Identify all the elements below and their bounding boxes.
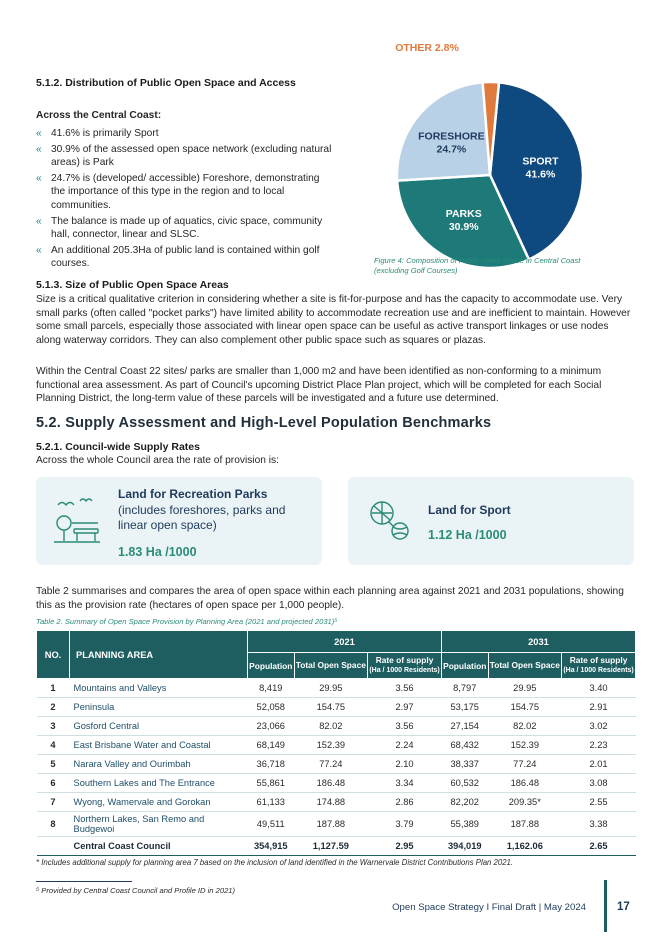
planning-area-cell: Mountains and Valleys [70,679,248,698]
value-cell: 38,337 [441,755,488,774]
value-cell: 2.91 [562,698,636,717]
list-item: « 41.6% is primarily Sport [36,128,159,139]
col-rate-2031: Rate of supply (Ha / 1000 Residents) [562,653,636,679]
section-513-heading: 5.1.3. Size of Public Open Space Areas [36,279,229,291]
slice-label: PARKS [445,207,482,220]
table-row [37,736,636,755]
row-number: 5 [37,755,70,774]
value-cell: 3.08 [562,774,636,793]
value-cell: 186.48 [488,774,562,793]
value-cell: 209.35* [488,793,562,812]
value-cell: 8,797 [441,679,488,698]
value-cell: 174.88 [294,793,368,812]
value-cell: 2.97 [368,698,442,717]
planning-area-cell: Northern Lakes, San Remo and Budgewoi [70,812,248,837]
col-population-2021: Population [248,653,295,679]
bullet-icon: « [36,215,42,227]
footnote-divider [36,881,132,882]
other-callout-label: OTHER 2.8% [395,42,459,54]
planning-area-cell: Wyong, Wamervale and Gorokan [70,793,248,812]
parks-card-title: Land for Recreation Parks [118,487,268,501]
value-cell: 2.24 [368,736,442,755]
sport-supply-card [348,477,634,565]
bullet-icon: « [36,172,42,184]
value-cell: 82.02 [294,717,368,736]
figure-caption: Figure 4: Composition of Public Open Space in Central Coast (excluding Golf Courses) [374,256,581,275]
col-2031: 2031 [441,631,635,653]
value-cell: 82,202 [441,793,488,812]
bullet-list [36,127,336,273]
table-body [37,679,636,856]
list-item: « 24.7% is (developed/ accessible) Foreshore, demonstrating the importance of this type in the region and to local communities. [36,172,320,211]
value-cell: 36,718 [248,755,295,774]
value-cell: 8,419 [248,679,295,698]
value-cell: 187.88 [488,812,562,837]
value-cell: 3.79 [368,812,442,837]
value-cell: 3.02 [562,717,636,736]
col-total-2021: Total Open Space [294,653,368,679]
bullet-icon: « [36,143,42,155]
slice-value-label: 41.6% [525,168,556,181]
value-cell: 152.39 [294,736,368,755]
value-cell: 152.39 [488,736,562,755]
col-total-2031: Total Open Space [488,653,562,679]
value-cell: 55,861 [248,774,295,793]
value-cell: 2.55 [562,793,636,812]
list-item: « 30.9% of the assessed open space network (excluding natural areas) is Park [36,143,332,169]
table-caption: Table 2. Summary of Open Space Provision by Planning Area (2021 and projected 2031)⁵ [36,617,338,626]
table-row [37,774,636,793]
col-no: NO. [37,631,70,679]
list-item: « An additional 205.3Ha of public land is contained within golf courses. [36,244,320,270]
table-row [37,698,636,717]
value-cell: 3.56 [368,717,442,736]
slice-label: FORESHORE [418,130,485,143]
value-cell: 186.48 [294,774,368,793]
value-cell: 49,511 [248,812,295,837]
park-icon [50,495,104,547]
bullet-icon: « [36,244,42,256]
row-number: 4 [37,736,70,755]
value-cell: 82.02 [488,717,562,736]
value-cell: 3.34 [368,774,442,793]
value-cell: 77.24 [488,755,562,774]
col-rate-2021: Rate of supply (Ha / 1000 Residents) [368,653,442,679]
footnote: ⁵ Provided by Central Coast Council and Profile ID in 2021) [36,886,236,895]
value-cell: 154.75 [294,698,368,717]
parks-card-value: 1.83 Ha /1000 [118,545,197,559]
value-cell: 3.40 [562,679,636,698]
open-space-table [36,630,636,856]
value-cell: 354,915 [248,837,295,856]
slice-value-label: 30.9% [448,220,479,233]
planning-area-cell: East Brisbane Water and Coastal [70,736,248,755]
value-cell: 187.88 [294,812,368,837]
table-row [37,755,636,774]
value-cell: 23,066 [248,717,295,736]
row-number: 8 [37,812,70,837]
col-population-2031: Population [441,653,488,679]
table-intro: Table 2 summarises and compares the area of open space within each planning area against 2021 and 2031 populations, showing this as the provision rate (hectares of open space per 1,000 people). [36,586,624,611]
parks-supply-card [36,477,322,565]
value-cell: 55,389 [441,812,488,837]
value-cell: 2.10 [368,755,442,774]
slice-value-label: 24.7% [436,143,467,156]
row-number: 2 [37,698,70,717]
col-planning-area: PLANNING AREA [70,631,248,679]
planning-area-cell: Narara Valley and Ourimbah [70,755,248,774]
value-cell: 1,162.06 [488,837,562,856]
section-52-heading: 5.2. Supply Assessment and High-Level Population Benchmarks [36,415,492,431]
table-row [37,793,636,812]
value-cell: 27,154 [441,717,488,736]
value-cell: 3.56 [368,679,442,698]
value-cell: 29.95 [294,679,368,698]
value-cell: 29.95 [488,679,562,698]
section-521-intro: Across the whole Council area the rate of provision is: [36,455,279,466]
value-cell: 52,058 [248,698,295,717]
value-cell: 2.01 [562,755,636,774]
sport-card-title: Land for Sport [428,503,511,517]
row-number: 7 [37,793,70,812]
section-521-heading: 5.2.1. Council-wide Supply Rates [36,441,200,453]
table-note: * Includes additional supply for planning area 7 based on the inclusion of land identified in the Warnervale District Contributions Plan 2021. [36,858,514,867]
slice-label: SPORT [522,155,559,168]
parks-card-subtitle: (includes foreshores, parks and linear open space) [118,503,286,532]
footer-bar [604,880,607,932]
table-row [37,812,636,837]
value-cell: 60,532 [441,774,488,793]
row-number: 6 [37,774,70,793]
planning-area-cell: Southern Lakes and The Entrance [70,774,248,793]
value-cell: 61,133 [248,793,295,812]
row-number [37,837,70,856]
planning-area-cell: Central Coast Council [70,837,248,856]
section-513-para1: Size is a critical qualitative criterion in considering whether a site is fit-for-purpose and has the capacity to accommodate use. Very small parks (often called "pocket parks") have limited ability to accommodate recreation use and are inefficient to maintain. However some small parcels, especially those associated with linear open space can be useful as active transport linkages or use nodes along waterway corridors. They can also complement other public space such as squares or plazas. [36,294,631,346]
open-space-pie-chart [380,30,610,270]
col-2021: 2021 [248,631,442,653]
row-number: 3 [37,717,70,736]
planning-area-cell: Peninsula [70,698,248,717]
row-number: 1 [37,679,70,698]
sport-card-value: 1.12 Ha /1000 [428,528,507,542]
bullet-icon: « [36,128,42,139]
table-row [37,717,636,736]
table-row [37,679,636,698]
value-cell: 2.86 [368,793,442,812]
table-total-row [37,837,636,856]
value-cell: 68,432 [441,736,488,755]
section-512-intro: Across the Central Coast: [36,110,162,121]
value-cell: 154.75 [488,698,562,717]
section-513-para2: Within the Central Coast 22 sites/ parks are smaller than 1,000 m2 and have been identified as non-conforming to a minimum functional area assessment. As part of Council's upcoming District Place Plan project, which will be completed for each Social Planning District, the long-term value of these parcels will be investigated and a future use determined. [36,366,602,405]
footer-text: Open Space Strategy I Final Draft | May 2024 [392,902,586,913]
value-cell: 394,019 [441,837,488,856]
section-512-heading: 5.1.2. Distribution of Public Open Space and Access [36,77,296,89]
value-cell: 1,127.59 [294,837,368,856]
list-item: « The balance is made up of aquatics, civic space, community hall, connector, linear and SLSC. [36,215,323,241]
value-cell: 68,149 [248,736,295,755]
value-cell: 3.38 [562,812,636,837]
value-cell: 77.24 [294,755,368,774]
page-number: 17 [617,901,630,913]
value-cell: 2.23 [562,736,636,755]
value-cell: 2.95 [368,837,442,856]
value-cell: 53,175 [441,698,488,717]
value-cell: 2.65 [562,837,636,856]
sport-balls-icon [366,497,414,545]
planning-area-cell: Gosford Central [70,717,248,736]
